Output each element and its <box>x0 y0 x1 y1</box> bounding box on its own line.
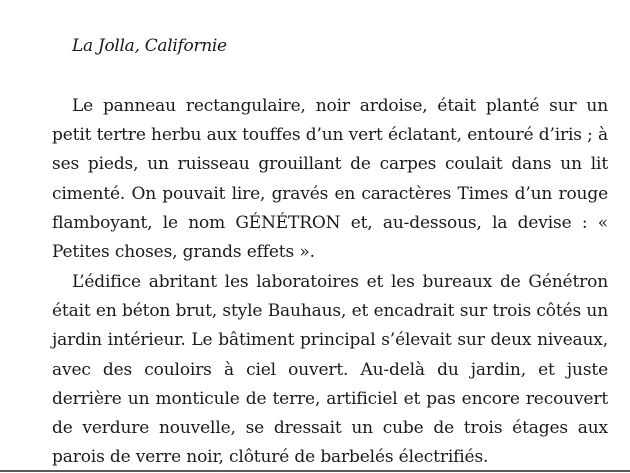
location-heading: La Jolla, Californie <box>72 36 227 56</box>
body-paragraph-1: Le panneau rectangulaire, noir ardoise, était planté sur un petit tertre herbu aux touffes d’un vert éclatant, entouré d’iris ; à ses pieds, un ruisseau grouillant de carpes coulait dans un lit cimenté. On pouvait lire, gravés en caractères Times d’un rouge flamboyant, le nom GÉNÉTRON et, au-dessous, la devise : « Petites choses, grands effets ». <box>52 96 608 263</box>
page-bottom-edge <box>0 470 630 472</box>
body-paragraph-2: L’édifice abritant les laboratoires et les bureaux de Génétron était en béton brut, style Bauhaus, et encadrait sur trois côtés un jardin intérieur. Le bâtiment principal s’élevait sur deux niveaux, avec des couloirs à ciel ouvert. Au-delà du jardin, et juste derrière un monticule de terre, artificiel et pas encore recouvert de verdure nouvelle, se dressait un cube de trois étages aux parois de verre noir, clôturé de barbelés électrifiés. <box>52 272 608 468</box>
